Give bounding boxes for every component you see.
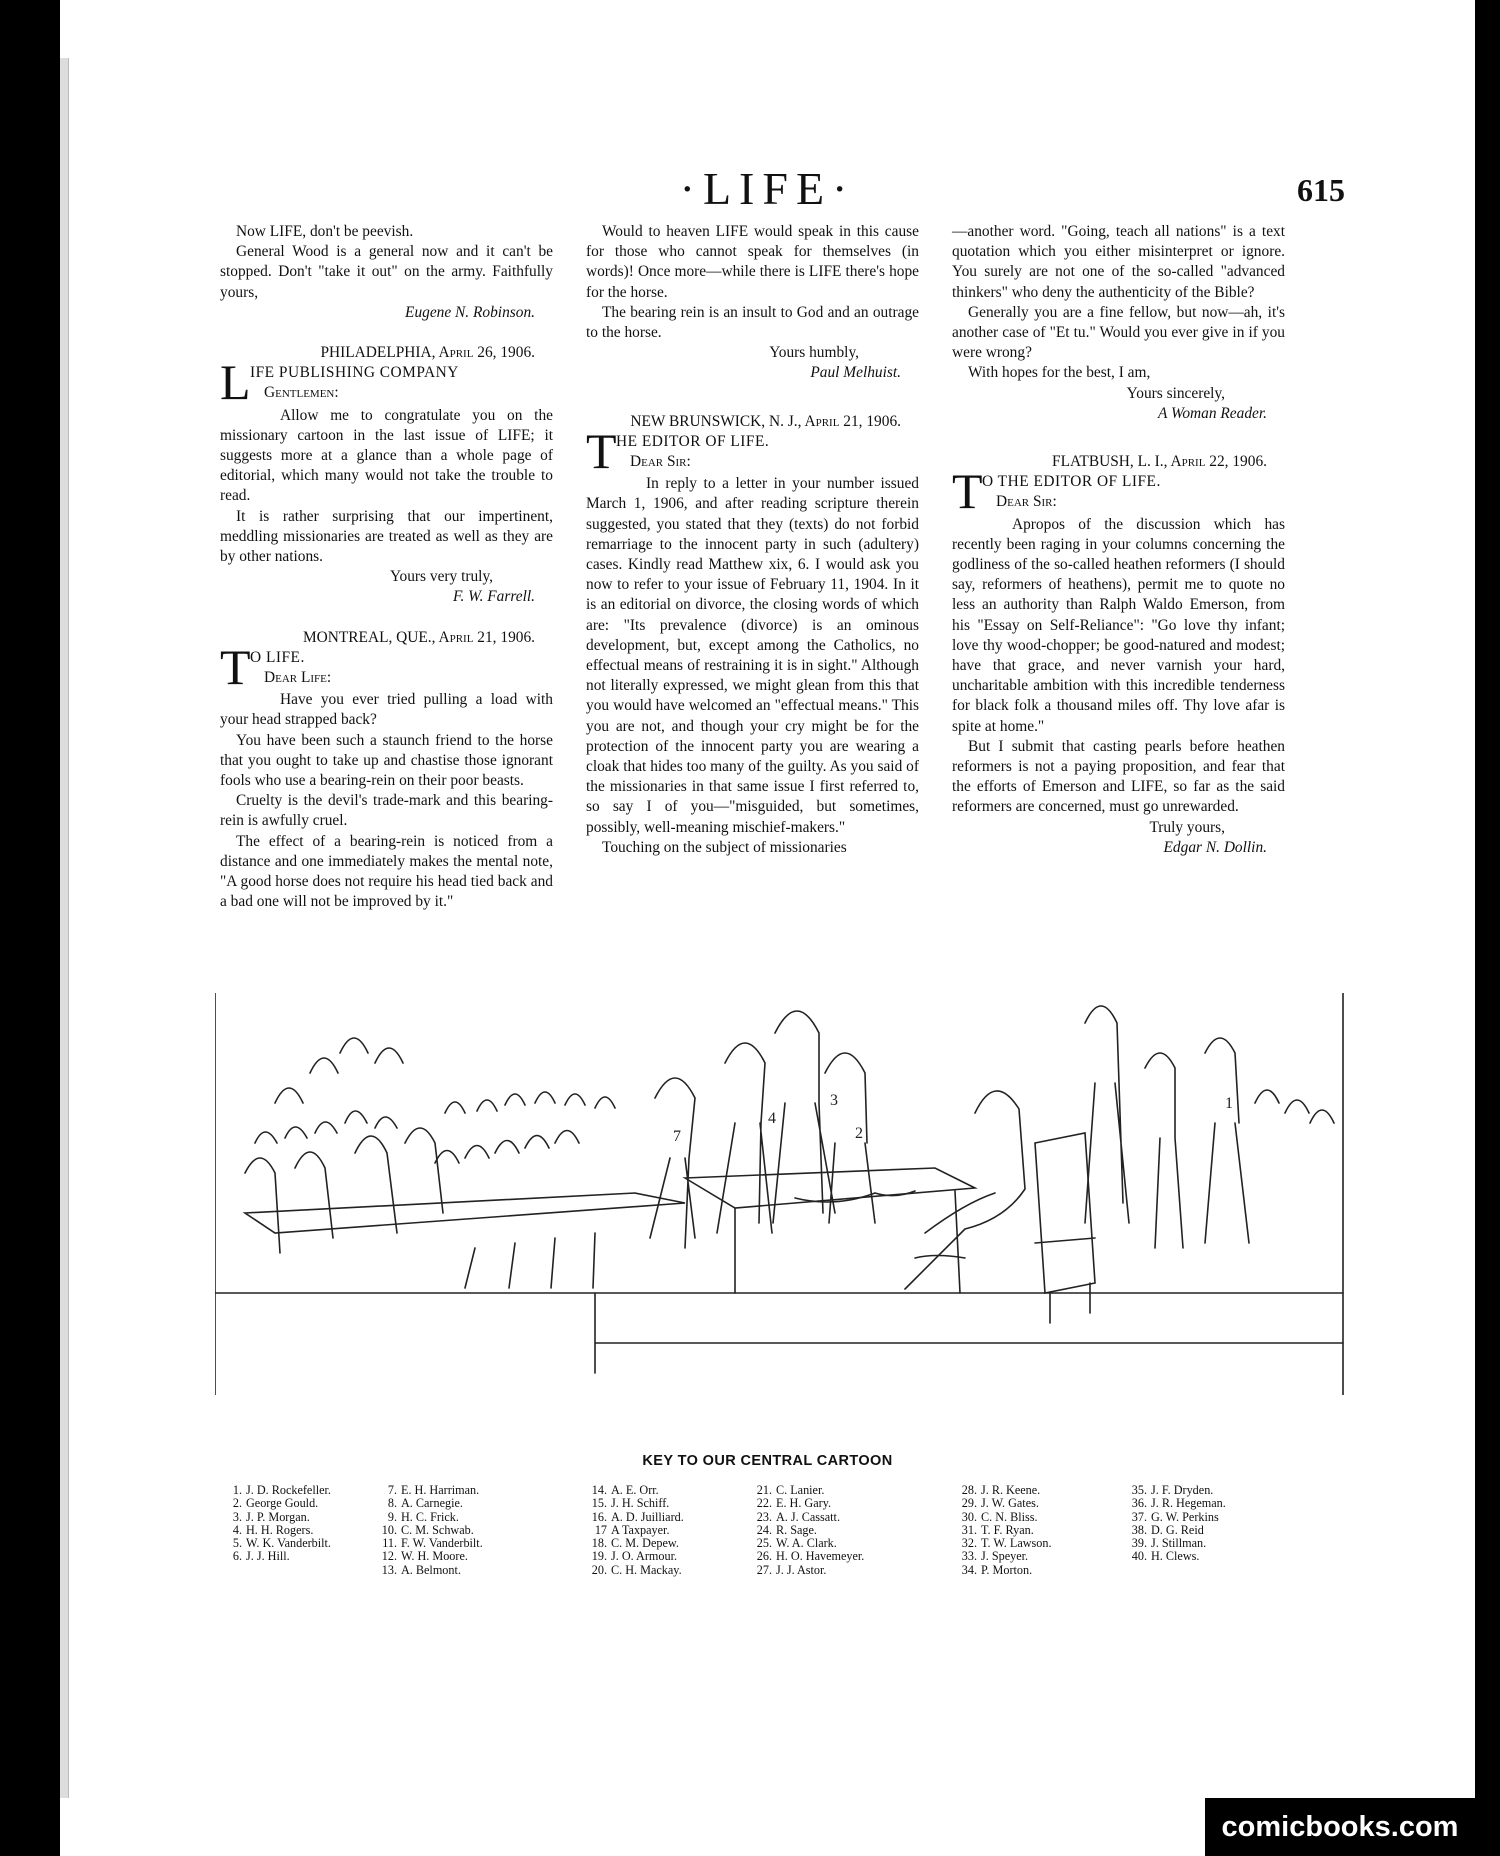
key-name: T. F. Ryan. <box>981 1522 1034 1537</box>
key-number: 19. <box>591 1549 607 1564</box>
key-column <box>220 1484 390 1564</box>
key-entry <box>585 1484 755 1497</box>
key-name: J. O. Armour. <box>611 1549 678 1564</box>
key-name: D. G. Reid <box>1151 1522 1204 1537</box>
letter-heading <box>586 422 919 479</box>
key-number: 22. <box>756 1496 772 1511</box>
key-name: W. H. Moore. <box>401 1549 468 1564</box>
paragraph: Have you ever tried pulling a load with your head strapped back? <box>220 691 553 729</box>
key-entry <box>1125 1524 1295 1537</box>
paragraph: The effect of a bearing-rein is noticed from a distance and one immediately makes the mental note, "A good horse does not require his head tied back and a bad one will not be improved by it." <box>220 832 553 911</box>
key-name: J. Stillman. <box>1151 1536 1207 1551</box>
key-number: 12. <box>381 1549 397 1564</box>
key-entry <box>375 1564 545 1577</box>
paragraph: Generally you are a fine fellow, but now—ah, it's another case of "Et tu." Would you ever give in if you were wrong? <box>952 303 1285 362</box>
key-entry <box>585 1537 755 1550</box>
signature: F. W. Farrell. <box>453 588 535 606</box>
key-entry <box>220 1550 390 1563</box>
key-number: 6. <box>232 1549 242 1564</box>
column-2 <box>586 222 919 858</box>
key-name: J. Speyer. <box>981 1549 1029 1564</box>
paragraph: But I submit that casting pearls before heathen reformers is not a paying proposition, and fear that the efforts of Emerson and LIFE, so far as the said reformers are concerned, must go unrewarded. <box>952 737 1285 816</box>
key-entry <box>750 1511 920 1524</box>
key-number: 31. <box>961 1522 977 1537</box>
paragraph: Now LIFE, don't be peevish. <box>236 223 414 240</box>
key-number: 9. <box>387 1509 397 1524</box>
key-name: A. J. Cassatt. <box>776 1509 840 1524</box>
paragraph: Touching on the subject of missionaries <box>602 838 847 856</box>
key-entry <box>585 1564 755 1577</box>
key-number: 25. <box>756 1536 772 1551</box>
key-column <box>750 1484 920 1577</box>
key-name: H. Clews. <box>1151 1549 1200 1564</box>
key-name: J. D. Rockefeller. <box>246 1483 331 1497</box>
key-number: 1. <box>232 1483 242 1497</box>
key-name: J. W. Gates. <box>981 1496 1039 1511</box>
paragraph: —another word. "Going, teach all nations" is a text quotation which you either misinterpret or ignore. You surely are not one of the so-called "advanced thinkers" who deny the authenticity of the Bible? <box>952 223 1285 301</box>
drop-cap: T <box>586 422 617 479</box>
key-name: G. W. Perkins <box>1151 1509 1219 1524</box>
key-name: George Gould. <box>246 1496 319 1511</box>
key-entry <box>750 1537 920 1550</box>
magazine-page <box>60 0 1475 1856</box>
key-column <box>585 1484 755 1577</box>
key-entry <box>955 1511 1125 1524</box>
key-entry <box>750 1564 920 1577</box>
paragraph: With hopes for the best, I am, <box>968 364 1151 382</box>
key-number: 16. <box>591 1509 607 1524</box>
key-number: 38. <box>1131 1522 1147 1537</box>
addressee: HE EDITOR OF LIFE. <box>616 432 770 450</box>
dateline: FLATBUSH, L. I., April 22, 1906. <box>1052 453 1267 471</box>
key-entry <box>585 1497 755 1510</box>
closing: Yours sincerely, <box>1126 384 1225 402</box>
key-name: H. H. Rogers. <box>246 1522 314 1537</box>
key-number: 37. <box>1131 1509 1147 1524</box>
key-entry <box>1125 1511 1295 1524</box>
key-name: J. J. Astor. <box>776 1562 827 1577</box>
key-entry <box>375 1497 545 1510</box>
addressee: IFE PUBLISHING COMPANY <box>250 364 459 382</box>
key-name: W. A. Clark. <box>776 1536 837 1551</box>
paragraph: Apropos of the discussion which has recently been raging in your columns concerning the godliness of the so-called heathen reformers (I should say, reformers of heathens), permit me to quote no less an authority than Ralph Waldo Emerson, from his "Essay on Self-Reliance": "Go love thy infant; love thy wood-chopper; be good-natured and modest; have that grace, and never varnish your hard, uncharitable ambition with this incredible tenderness for black folk a thousand miles off. Thy love afar is spite at home." <box>952 515 1285 735</box>
key-number: 20. <box>591 1562 607 1577</box>
addressee: O THE EDITOR OF LIFE. <box>982 473 1161 491</box>
key-number: 28. <box>961 1483 977 1497</box>
key-number: 5. <box>232 1536 242 1551</box>
cartoon-key-title: KEY TO OUR CENTRAL CARTOON <box>642 1453 893 1469</box>
drop-cap: L <box>220 354 251 411</box>
key-name: J. H. Schiff. <box>611 1496 670 1511</box>
key-number: 26. <box>756 1549 772 1564</box>
key-name: A. D. Juilliard. <box>611 1509 684 1524</box>
paragraph: It is rather surprising that our impertinent, meddling missionaries are treated as well as they are by other nations. <box>220 507 553 566</box>
cartoon-label: 2 <box>855 1125 863 1142</box>
key-entry <box>1125 1537 1295 1550</box>
key-entry <box>750 1484 920 1497</box>
key-entry <box>1125 1550 1295 1563</box>
signature: Eugene N. Robinson. <box>405 303 535 321</box>
key-number: 17 <box>594 1522 607 1537</box>
key-name: J. F. Dryden. <box>1151 1483 1214 1497</box>
key-name: A. Belmont. <box>401 1562 461 1577</box>
key-entry <box>220 1511 390 1524</box>
key-column <box>375 1484 545 1577</box>
salutation: Gentlemen: <box>264 384 339 402</box>
key-number: 27. <box>756 1562 772 1577</box>
addressee: O LIFE. <box>250 648 305 666</box>
dateline: PHILADELPHIA, April 26, 1906. <box>320 344 535 362</box>
dateline: NEW BRUNSWICK, N. J., April 21, 1906. <box>630 412 901 430</box>
key-name: C. M. Depew. <box>611 1536 679 1551</box>
key-name: R. Sage. <box>776 1522 817 1537</box>
key-number: 15. <box>591 1496 607 1511</box>
key-number: 8. <box>387 1496 397 1511</box>
key-number: 24. <box>756 1522 772 1537</box>
key-number: 14. <box>591 1483 607 1497</box>
key-number: 2. <box>232 1496 242 1511</box>
key-entry <box>750 1550 920 1563</box>
page-spine <box>60 58 69 1798</box>
key-name: J. P. Morgan. <box>246 1509 310 1524</box>
paragraph: General Wood is a general now and it can't be stopped. Don't "take it out" on the army. Faithfully yours, <box>220 243 553 301</box>
key-name: P. Morton. <box>981 1562 1033 1577</box>
paragraph: Would to heaven LIFE would speak in this cause for those who cannot speak for themselves (in words)! Once more—while there is LIFE there's hope for the horse. <box>586 223 919 301</box>
key-name: A. Carnegie. <box>401 1496 463 1511</box>
letter-heading <box>220 354 553 411</box>
key-name: C. N. Bliss. <box>981 1509 1038 1524</box>
key-name: W. K. Vanderbilt. <box>246 1536 331 1551</box>
key-entry <box>955 1550 1125 1563</box>
dateline: MONTREAL, QUE., April 21, 1906. <box>302 628 535 646</box>
key-entry <box>955 1537 1125 1550</box>
key-entry <box>955 1497 1125 1510</box>
letter-heading <box>220 638 553 695</box>
key-number: 36. <box>1131 1496 1147 1511</box>
key-name: J. R. Hegeman. <box>1151 1496 1226 1511</box>
key-number: 40. <box>1131 1549 1147 1564</box>
key-entry <box>955 1564 1125 1577</box>
paragraph: In reply to a letter in your number issued March 1, 1906, and after reading scripture therein suggested, you stated that they (texts) do not forbid remarriage to the innocent party in such (adultery) cases. Kindly read Matthew xix, 6. I would ask you now to refer to your issue of February 11, 1904. In it is an editorial on divorce, the closing words of which are: "Its prevalence (divorce) is an ominous development, but, except among the Catholics, no effectual means of restraining it is in sight." Although not literally expressed, we might glean from this that you would have welcomed an "effectual means." This you are not, and though your cry might be for the protection of the innocent party you are wearing a cloak that hides too many of the guilty. As you said of the missionaries in that same issue I first referred to, so say I of you—"misguided, but sometimes, possibly, well-meaning mischief-makers." <box>586 475 919 836</box>
key-number: 34. <box>961 1562 977 1577</box>
key-entry <box>955 1524 1125 1537</box>
key-name: C. Lanier. <box>776 1483 825 1497</box>
key-entry <box>750 1524 920 1537</box>
closing: Yours humbly, <box>769 344 859 362</box>
salutation: Dear Sir: <box>630 453 691 471</box>
drop-cap: T <box>952 463 983 520</box>
source-watermark: comicbooks.com <box>1205 1798 1475 1856</box>
key-number: 30. <box>961 1509 977 1524</box>
key-name: C. H. Mackay. <box>611 1562 682 1577</box>
signature: Paul Melhuist. <box>810 364 901 382</box>
key-number: 4. <box>232 1522 242 1537</box>
key-number: 29. <box>961 1496 977 1511</box>
page-number: 615 <box>1297 172 1345 208</box>
letter-heading <box>952 463 1285 520</box>
key-entry <box>375 1524 545 1537</box>
paragraph: Allow me to congratulate you on the missionary cartoon in the last issue of LIFE; it suggests more at a glance than a whole page of editorial, which many would not take the trouble to read. <box>220 406 553 505</box>
key-number: 3. <box>232 1509 242 1524</box>
signature: Edgar N. Dollin. <box>1163 838 1267 856</box>
column-3 <box>952 222 1285 858</box>
paragraph: The bearing rein is an insult to God and an outrage to the horse. <box>586 303 919 342</box>
closing: Yours very truly, <box>389 568 493 586</box>
salutation: Dear Sir: <box>996 493 1057 511</box>
key-number: 35. <box>1131 1483 1147 1497</box>
key-name: H. C. Frick. <box>401 1509 459 1524</box>
key-entry <box>220 1524 390 1537</box>
key-entry <box>220 1484 390 1497</box>
key-entry <box>585 1511 755 1524</box>
key-entry <box>750 1497 920 1510</box>
key-entry <box>375 1511 545 1524</box>
key-number: 11. <box>382 1536 397 1551</box>
key-number: 13. <box>381 1562 397 1577</box>
key-name: H. O. Havemeyer. <box>776 1549 865 1564</box>
key-entry <box>955 1484 1125 1497</box>
central-cartoon-illustration <box>215 993 1345 1395</box>
key-entry <box>375 1550 545 1563</box>
key-column <box>1125 1484 1295 1564</box>
key-name: J. R. Keene. <box>981 1483 1041 1497</box>
cartoon-label: 4 <box>768 1110 776 1127</box>
cartoon-label: 1 <box>1225 1095 1233 1112</box>
paragraph: Cruelty is the devil's trade-mark and this bearing-rein is awfully cruel. <box>220 792 553 830</box>
cartoon-label: 7 <box>673 1128 681 1145</box>
key-entry <box>585 1524 755 1537</box>
key-entry <box>375 1484 545 1497</box>
key-entry <box>375 1537 545 1550</box>
key-name: E. H. Harriman. <box>401 1483 480 1497</box>
cartoon-label: 3 <box>830 1092 838 1109</box>
key-number: 10. <box>381 1522 397 1537</box>
key-entry <box>220 1497 390 1510</box>
signature: A Woman Reader. <box>1157 404 1267 422</box>
key-column <box>955 1484 1125 1577</box>
paragraph: You have been such a staunch friend to the horse that you ought to take up and chastise those ignorant fools who use a bearing-rein on their poor beasts. <box>220 731 553 790</box>
column-1 <box>220 222 553 913</box>
key-entry <box>1125 1497 1295 1510</box>
key-number: 32. <box>961 1536 977 1551</box>
masthead-title: ·LIFE· <box>679 163 856 214</box>
closing: Truly yours, <box>1149 818 1225 836</box>
drop-cap: T <box>220 638 251 695</box>
key-number: 33. <box>961 1549 977 1564</box>
key-entry <box>220 1537 390 1550</box>
key-name: J. J. Hill. <box>246 1549 290 1564</box>
key-entry <box>585 1550 755 1563</box>
key-name: A. E. Orr. <box>611 1483 659 1497</box>
key-number: 23. <box>756 1509 772 1524</box>
key-name: T. W. Lawson. <box>981 1536 1052 1551</box>
key-name: C. M. Schwab. <box>401 1522 474 1537</box>
key-name: A Taxpayer. <box>611 1522 670 1537</box>
key-number: 7. <box>387 1483 397 1497</box>
key-entry <box>1125 1484 1295 1497</box>
key-number: 21. <box>756 1483 772 1497</box>
key-number: 39. <box>1131 1536 1147 1551</box>
key-name: F. W. Vanderbilt. <box>401 1536 483 1551</box>
key-number: 18. <box>591 1536 607 1551</box>
key-name: E. H. Gary. <box>776 1496 832 1511</box>
salutation: Dear Life: <box>264 669 332 687</box>
